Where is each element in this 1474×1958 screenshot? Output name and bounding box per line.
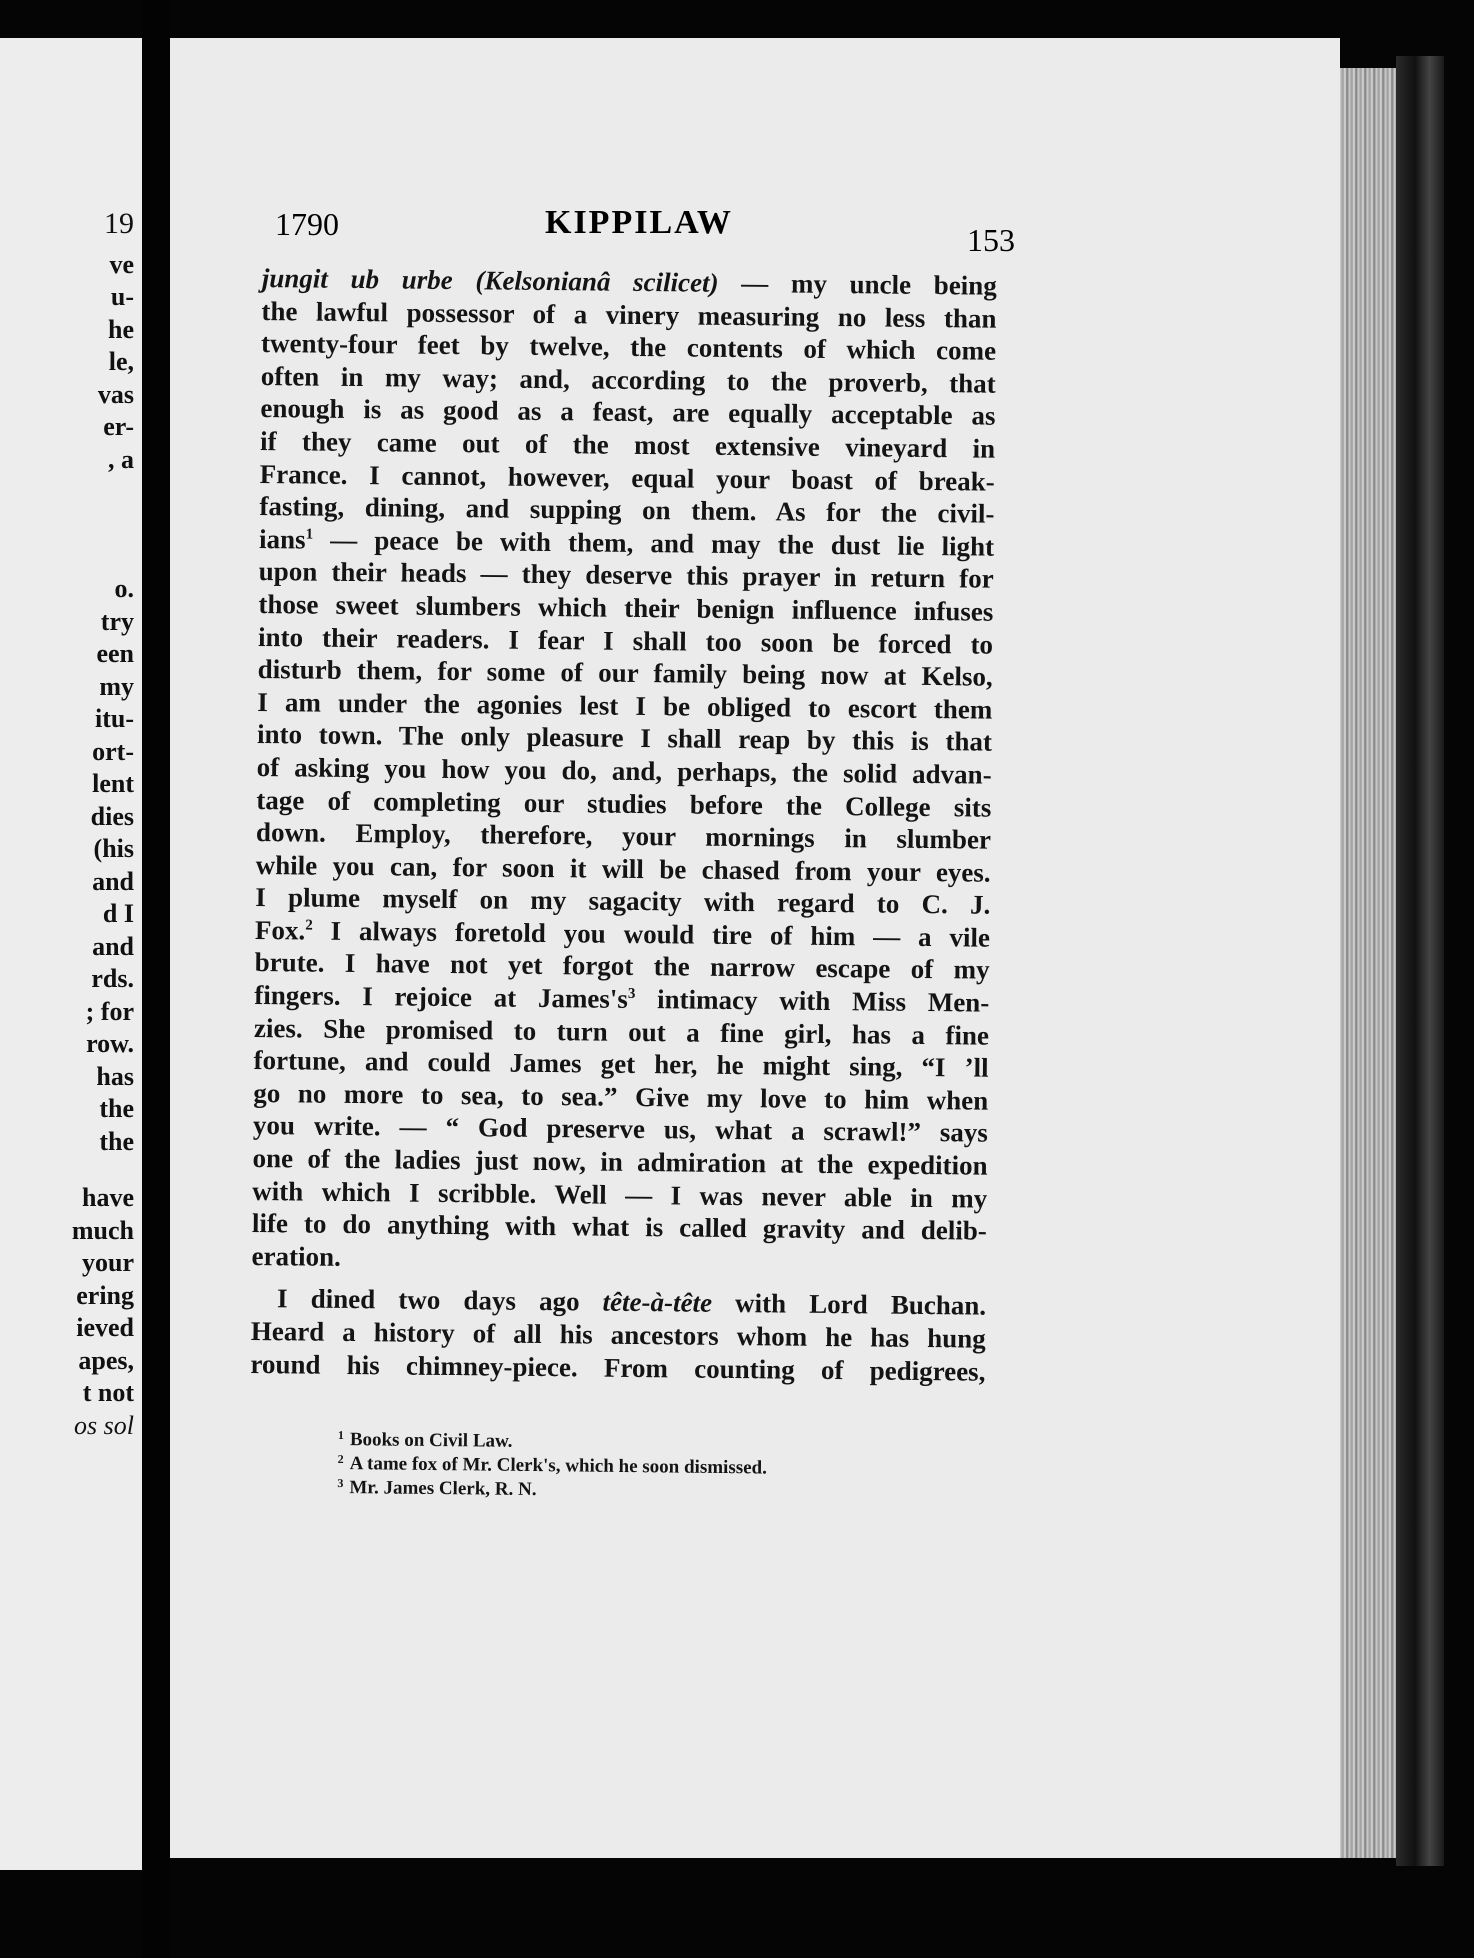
text-line: the lawful possessor of a vinery measuring no less than <box>261 295 997 334</box>
text-line: fasting, dining, and supping on them. As for the civil- <box>259 491 995 529</box>
text-line: zies. She promised to turn out a fine girl, has a fine <box>253 1012 990 1051</box>
facing-page-line: (his <box>93 834 134 863</box>
text-line: those sweet slumbers which their benign influence infuses <box>258 588 994 627</box>
facing-page-line: the <box>99 1126 134 1156</box>
latin-phrase: jungit ub urbe (Kelsonianâ scilicet) <box>261 262 719 298</box>
footnote-ref-2[interactable]: 2 <box>305 917 313 934</box>
footnotes <box>337 1428 898 1506</box>
facing-page-line: ering <box>76 1280 134 1310</box>
facing-page-line: os sol <box>74 1410 134 1440</box>
text-line: you write. — “ God preserve us, what a scrawl!” says <box>252 1110 989 1149</box>
text-line: I dined two days ago tête-à-tête with Lord Buchan. <box>276 1283 987 1322</box>
text-line: into town. The only pleasure I shall reap by this is that <box>256 719 993 757</box>
footnote-2: $^2$ A tame fox of Mr. Clerk's, which he soon dismissed. <box>337 1451 768 1479</box>
facing-page-line: dies <box>90 801 134 831</box>
footnote-ref-3[interactable]: 3 <box>627 985 636 1003</box>
facing-page-line: u- <box>110 282 134 311</box>
facing-page-line: has <box>96 1061 134 1091</box>
footnote-ref-1[interactable]: 1 <box>305 526 314 543</box>
text-line: I plume myself on my sagacity with regard to C. J. <box>255 882 991 920</box>
text-line: life to do anything with what is called gravity and delib- <box>251 1208 988 1246</box>
facing-page-line: ve <box>109 249 134 279</box>
facing-page-line: and <box>92 866 134 896</box>
facing-page-left <box>0 38 142 1870</box>
text-line: down. Employ, therefore, your mornings in slumber <box>255 817 992 855</box>
book-cover-edge <box>1396 56 1444 1866</box>
facing-page-line: row. <box>86 1029 134 1058</box>
header-year: 1790 <box>275 206 339 242</box>
page-number: 153 <box>967 222 1015 258</box>
facing-page-line: the <box>99 1094 134 1123</box>
facing-page-line: my <box>99 671 134 701</box>
text-line: often in my way; and, according to the proverb, that <box>260 360 996 399</box>
facing-page-line: er- <box>103 412 134 441</box>
text-line: I am under the agonies lest I be obliged to escort them <box>257 686 993 725</box>
facing-page-line: ; for <box>85 996 134 1026</box>
header-title: KIPPILAW <box>545 204 733 241</box>
footnote-1: $^1$ Books on Civil Law. <box>337 1428 513 1452</box>
text-line: eration. <box>251 1240 341 1272</box>
text-line: jungit ub urbe (Kelsonianâ scilicet) — my uncle being <box>261 262 997 301</box>
text-line: fortune, and could James get her, he might sing, “I ’ll <box>253 1045 989 1083</box>
text-line: fingers. I rejoice at $James's^3$ intimacy with Miss Men- <box>254 980 990 1018</box>
facing-page-line: have <box>82 1183 134 1212</box>
facing-page-line: apes, <box>78 1345 134 1375</box>
book-gutter <box>142 0 170 1958</box>
text-line: of asking you how you do, and, perhaps, the solid advan- <box>256 751 992 790</box>
text-line: with which I scribble. Well — I was never able in my <box>252 1175 988 1214</box>
text-line: upon their heads — they deserve this prayer in return for <box>258 556 994 595</box>
facing-page-line: een <box>96 639 134 668</box>
facing-page-line: ieved <box>76 1313 134 1342</box>
body-text <box>250 262 997 1388</box>
text-line: disturb them, for some of our family being now at Kelso, <box>257 654 993 692</box>
footnote-3: $^3$ Mr. James Clerk, R. N. <box>337 1475 537 1501</box>
facing-page-line: vas <box>97 379 134 409</box>
facing-page-line: try <box>100 606 134 636</box>
text-line: twenty-four feet by twelve, the contents of which come <box>260 328 997 366</box>
facing-page-line: le, <box>108 347 134 376</box>
text-line: if they came out of the most extensive vineyard in <box>259 425 996 464</box>
text-line: Fox.$^2$ I always foretold you would tire of him — a vile <box>254 914 991 953</box>
facing-page-line: your <box>82 1248 134 1277</box>
facing-page-line: o. <box>114 574 134 603</box>
text-line: tage of completing our studies before the College sits <box>256 784 992 823</box>
facing-page-text <box>0 208 134 1442</box>
text-line: go no more to sea, to sea.” Give my love to him when <box>253 1077 989 1116</box>
facing-page-line: d I <box>102 899 134 928</box>
facing-page-line: much <box>71 1215 134 1245</box>
text-line: ians$^1$ — peace be with them, and may the dust lie light <box>258 523 995 562</box>
facing-page-line: he <box>108 314 134 344</box>
text-line: one of the ladies just now, in admiration at the expedition <box>252 1142 988 1181</box>
facing-page-line: ort- <box>92 736 134 766</box>
text-line: into their readers. I fear I shall too soon be forced to <box>257 621 994 660</box>
page-edges <box>1340 68 1396 1858</box>
facing-page-line: and <box>92 931 134 961</box>
text-line: brute. I have not yet forgot the narrow escape of my <box>254 947 990 986</box>
text-line: while you can, for soon it will be chased from your eyes. <box>255 849 991 888</box>
facing-page-line: lent <box>92 769 134 798</box>
running-header <box>275 200 1015 260</box>
facing-page-line: , a <box>108 444 134 474</box>
text-line: Heard a history of all his ancestors whom he has hung <box>250 1315 986 1354</box>
facing-page-number: 19 <box>104 207 134 240</box>
facing-page-line: rds. <box>91 964 134 993</box>
text-line: France. I cannot, however, equal your boast of break- <box>259 458 995 497</box>
facing-page-line: t not <box>82 1378 134 1407</box>
facing-page-line: itu- <box>95 704 134 733</box>
text-line: round his chimney-piece. From counting of pedigrees, <box>250 1348 986 1387</box>
text-line: enough is as good as a feast, are equally acceptable as <box>260 393 996 432</box>
